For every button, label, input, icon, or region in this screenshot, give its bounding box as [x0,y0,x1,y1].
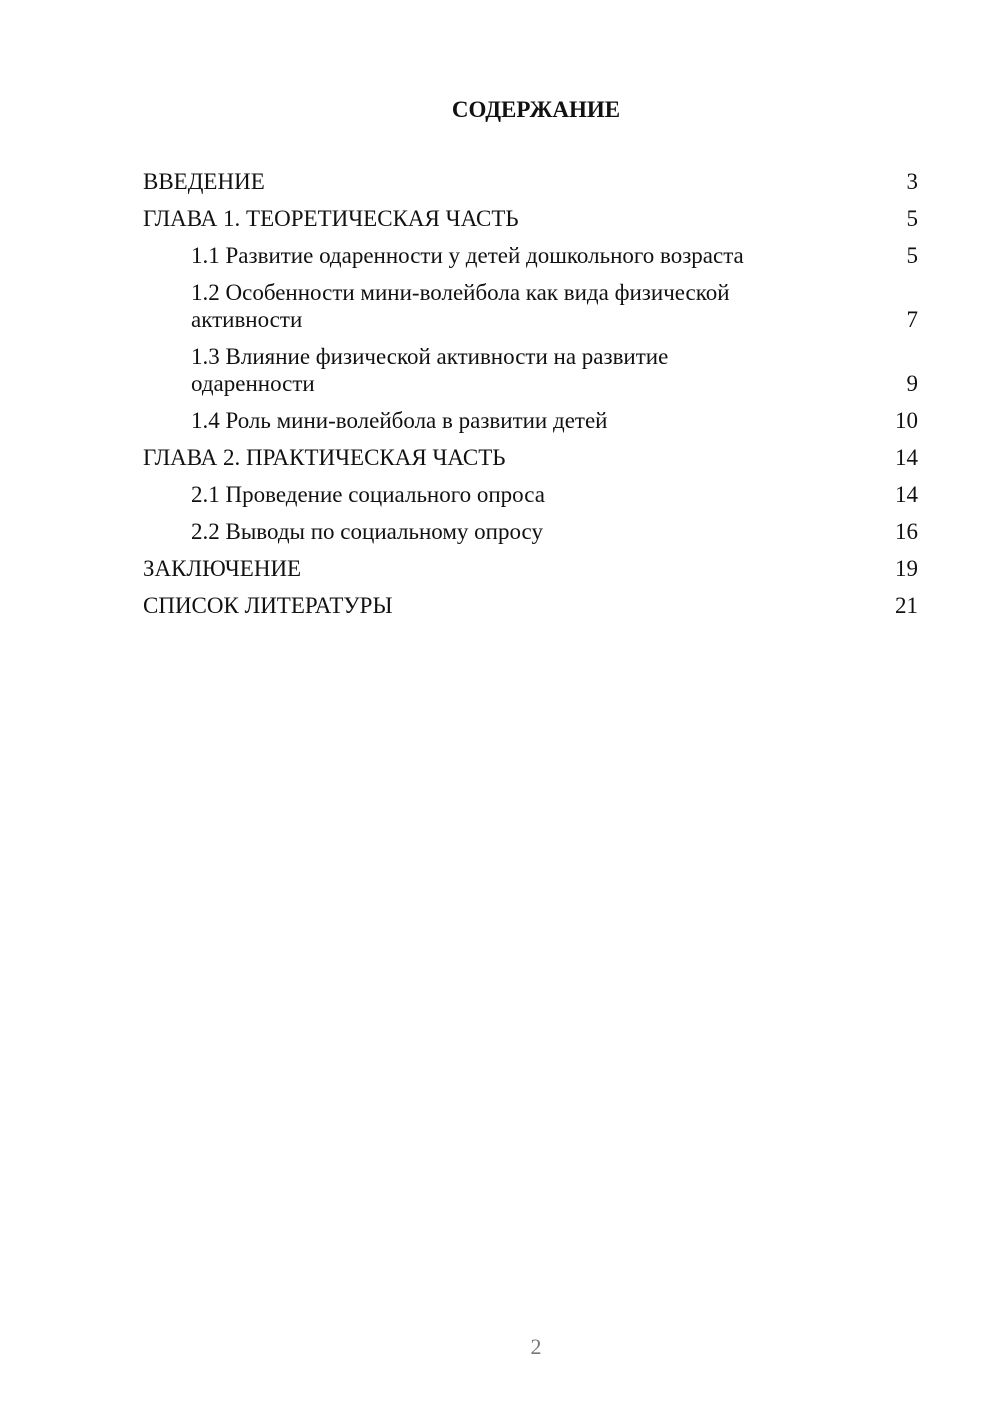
toc-entry-label: 1.4 Роль мини-волейбола в развитии детей [191,408,608,433]
toc-entry-page: 19 [895,556,918,581]
toc-entry-label: 1.3 Влияние физической активности на развитие одаренности [191,344,669,396]
toc-entry-page: 5 [906,243,918,268]
toc-entry-section-1-3[interactable] [143,343,918,397]
toc-entry-section-2-1[interactable] [143,481,918,508]
toc-entry-introduction[interactable] [143,168,918,195]
toc-entry-page: 16 [895,519,918,544]
toc-entry-label: 2.1 Проведение социального опроса [191,482,545,507]
toc-entry-page: 14 [895,482,918,507]
toc-entry-label: ГЛАВА 2. ПРАКТИЧЕСКАЯ ЧАСТЬ [143,445,506,470]
table-of-contents [143,168,918,629]
page-number: 2 [530,1334,542,1359]
toc-entry-chapter-2[interactable] [143,444,918,471]
toc-entry-page: 14 [895,445,918,470]
toc-entry-label: ЗАКЛЮЧЕНИЕ [143,556,302,581]
toc-entry-page: 5 [906,206,918,231]
toc-entry-conclusion[interactable] [143,555,918,582]
toc-entry-page: 21 [895,593,918,618]
toc-entry-section-2-2[interactable] [143,518,918,545]
toc-entry-section-1-1[interactable] [143,242,918,269]
toc-entry-label: 2.2 Выводы по социальному опросу [191,519,543,544]
toc-entry-label: ГЛАВА 1. ТЕОРЕТИЧЕСКАЯ ЧАСТЬ [143,206,519,231]
page-title: СОДЕРЖАНИЕ [451,97,621,122]
toc-entry-label: 1.2 Особенности мини-волейбола как вида физической активности [191,280,730,332]
toc-entry-references[interactable] [143,592,918,619]
toc-entry-page: 9 [906,371,918,396]
toc-entry-label: 1.1 Развитие одаренности у детей дошкольного возраста [191,243,744,268]
toc-entry-page: 7 [906,307,918,332]
toc-entry-label: СПИСОК ЛИТЕРАТУРЫ [143,593,393,618]
toc-entry-label: ВВЕДЕНИЕ [143,169,265,194]
toc-entry-chapter-1[interactable] [143,205,918,232]
toc-entry-section-1-4[interactable] [143,407,918,434]
toc-entry-page: 10 [895,408,918,433]
toc-entry-page: 3 [906,169,918,194]
toc-entry-section-1-2[interactable] [143,279,918,333]
